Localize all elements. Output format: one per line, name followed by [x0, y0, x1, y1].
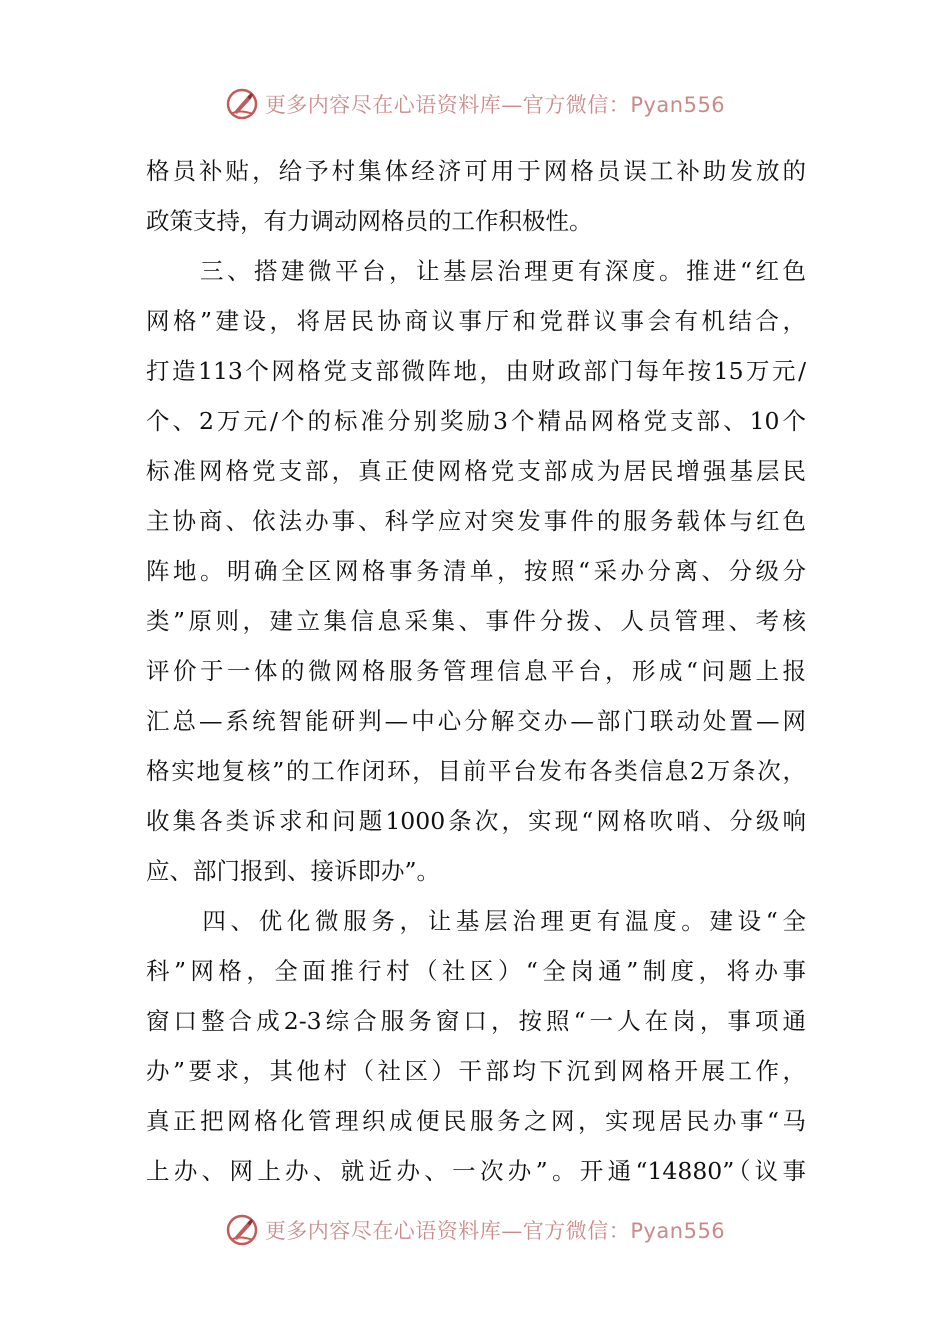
footer-banner-text: 更多内容尽在心语资料库—官方微信：Pyan556	[264, 1219, 726, 1243]
body-line: 科”网格，全面推行村（社区）“全岗通”制度，将办事	[146, 957, 806, 985]
body-line: 四、优化微服务，让基层治理更有温度。建设“全	[146, 907, 806, 935]
body-line: 政策支持，有力调动网格员的工作积极性。	[146, 207, 593, 235]
body-line: 格员补贴，给予村集体经济可用于网格员误工补助发放的	[146, 157, 806, 185]
pen-logo-icon	[225, 87, 259, 121]
body-line: 真正把网格化管理织成便民服务之网，实现居民办事“马	[146, 1107, 806, 1135]
pen-logo-icon	[225, 1213, 259, 1247]
body-line: 收集各类诉求和问题1000条次，实现“网格吹哨、分级响	[146, 807, 806, 835]
header-banner-text: 更多内容尽在心语资料库—官方微信：Pyan556	[264, 93, 726, 117]
body-line: 办”要求，其他村（社区）干部均下沉到网格开展工作，	[146, 1057, 806, 1085]
body-line: 汇总—系统智能研判—中心分解交办—部门联动处置—网	[146, 707, 806, 735]
body-line: 主协商、依法办事、科学应对突发事件的服务载体与红色	[146, 507, 806, 535]
body-line: 上办、网上办、就近办、一次办”。开通“14880”（议事	[146, 1157, 806, 1185]
body-line: 窗口整合成2-3综合服务窗口，按照“一人在岗，事项通	[146, 1007, 806, 1035]
footer-wechat-handle: Pyan556	[630, 1219, 726, 1243]
body-line: 评价于一体的微网格服务管理信息平台，形成“问题上报	[146, 657, 806, 685]
footer-banner	[0, 1210, 950, 1250]
body-line: 标准网格党支部，真正使网格党支部成为居民增强基层民	[146, 457, 806, 485]
header-banner	[0, 84, 950, 124]
body-line: 网格”建设，将居民协商议事厅和党群议事会有机结合，	[146, 307, 806, 335]
body-line: 打造113个网格党支部微阵地，由财政部门每年按15万元/	[146, 357, 806, 385]
document-body	[146, 146, 806, 1196]
body-line: 格实地复核”的工作闭环，目前平台发布各类信息2万条次，	[146, 757, 806, 785]
body-line: 阵地。明确全区网格事务清单，按照“采办分离、分级分	[146, 557, 806, 585]
header-wechat-handle: Pyan556	[630, 93, 726, 117]
body-line: 个、2万元/个的标准分别奖励3个精品网格党支部、10个	[146, 407, 806, 435]
body-line: 类”原则，建立集信息采集、事件分拨、人员管理、考核	[146, 607, 806, 635]
body-line: 应、部门报到、接诉即办”。	[146, 857, 441, 885]
body-line: 三、搭建微平台，让基层治理更有深度。推进“红色	[146, 257, 806, 285]
